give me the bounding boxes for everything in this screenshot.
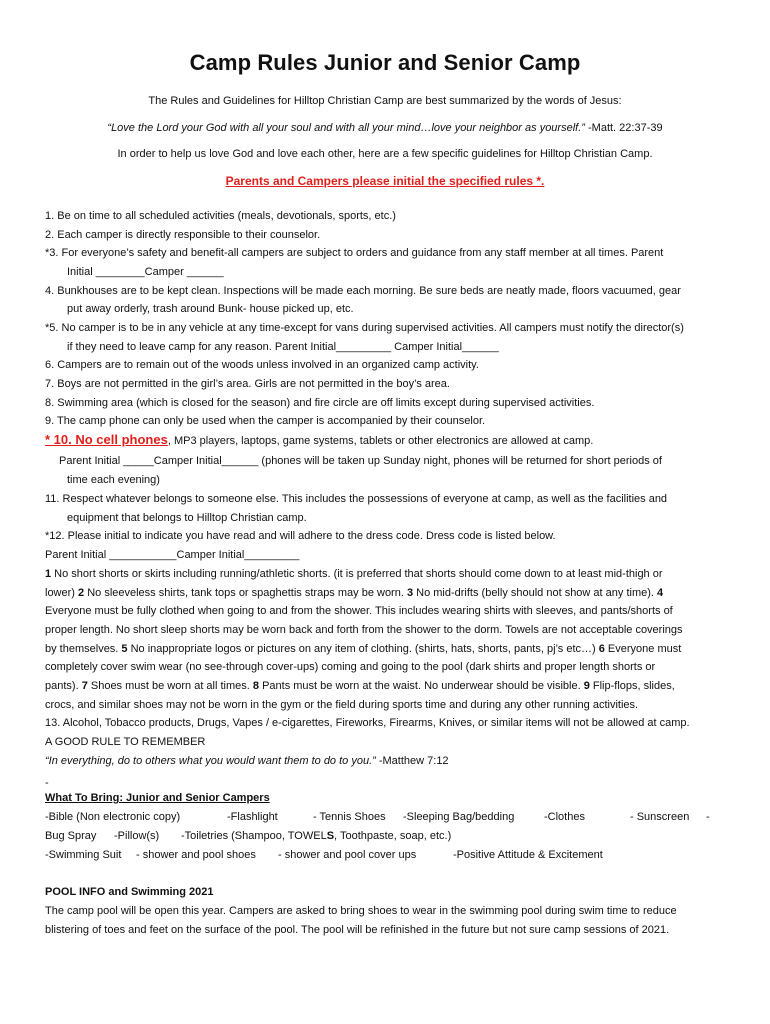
bring-item: - shower and pool shoes [136, 849, 256, 861]
rule-3-initials: Initial ________Camper ______ [67, 266, 224, 278]
pool-heading [45, 885, 214, 899]
dress-num: 3 [406, 587, 414, 599]
rule-2: 2. Each camper is directly responsible to their counselor. [45, 229, 321, 241]
rule-1: 1. Be on time to all scheduled activities (meals, devotionals, sports, etc.) [45, 210, 396, 222]
dress-text: lower) [45, 587, 79, 599]
initial-notice [0, 174, 770, 189]
no-cell-phones: * 10. No cell phones [45, 432, 168, 447]
rule-12-initials: Parent Initial ___________Camper Initial_________ [45, 549, 300, 561]
bring-item: -Positive Attitude & Excitement [453, 849, 603, 861]
dress-line [45, 679, 675, 693]
golden-rule-ref: -Matthew 7:12 [375, 755, 449, 767]
rule-8: 8. Swimming area (which is closed for the season) and fire circle are off limits except during supervised activities. [45, 397, 595, 409]
dress-text: Everyone must [604, 643, 682, 655]
rule-7: 7. Boys are not permitted in the girl’s area. Girls are not permitted in the boy’s area. [45, 378, 450, 390]
dress-num: 6 [598, 643, 605, 655]
dress-num: 7 [81, 680, 88, 692]
good-rule-heading: A GOOD RULE TO REMEMBER [45, 736, 206, 748]
bring-item: -Pillow(s) [114, 830, 160, 842]
towels-s: S [326, 830, 335, 842]
dress-text: by themselves. [45, 643, 122, 655]
rule-10-text: , MP3 players, laptops, game systems, tablets or other electronics are allowed at camp. [167, 435, 594, 447]
rule-9: 9. The camp phone can only be used when the camper is accompanied by their counselor. [45, 415, 486, 427]
rule-11-cont: equipment that belongs to Hilltop Christian camp. [67, 512, 307, 524]
golden-rule-text: “In everything, do to others what you would want them to do to you.” [45, 755, 376, 767]
rule-10-initials: Parent Initial _____Camper Initial______ (phones will be taken up Sunday night, phones will be returned for short periods of [59, 455, 662, 467]
rule-4-cont: put away orderly, trash around Bunk- house picked up, etc. [67, 303, 354, 315]
dress-num: 2 [78, 587, 85, 599]
rule-3: *3. For everyone’s safety and benefit-all campers are subject to orders and guidance from any staff member at all times. Parent [45, 247, 664, 259]
separator-dash: - [45, 777, 49, 789]
pool-text: The camp pool will be open this year. Campers are asked to bring shoes to wear in the swimming pool during swim time to reduce [45, 905, 677, 917]
dress-line [45, 642, 681, 656]
bring-heading-text: What To Bring: Junior and Senior Campers [45, 792, 270, 804]
dress-line [45, 567, 663, 581]
rule-10-cont: time each evening) [67, 474, 160, 486]
initial-notice-text: Parents and Campers please initial the specified rules *. [225, 174, 545, 188]
bring-heading [45, 791, 270, 805]
dress-num: 8 [252, 680, 260, 692]
intro-text: The Rules and Guidelines for Hilltop Christian Camp are best summarized by the words of Jesus: [148, 95, 622, 107]
rule-5: *5. No camper is to be in any vehicle at any time-except for vans during supervised activities. All campers must notify the director(s) [45, 322, 684, 334]
bring-item: -Swimming Suit [45, 849, 122, 861]
bring-item: - [706, 811, 710, 823]
toiletries-rest: , Toothpaste, soap, etc.) [334, 830, 452, 842]
rule-6: 6. Campers are to remain out of the woods unless involved in an organized camp activity. [45, 359, 479, 371]
dress-text: Shoes must be worn at all times. [87, 680, 253, 692]
dress-num: 4 [657, 587, 664, 599]
dress-line: Everyone must be fully clothed when going to and from the shower. This includes wearing shirts with sleeves, and pants/shorts of [45, 605, 673, 617]
bring-item: -Bible (Non electronic copy) [45, 811, 181, 823]
scripture-quote [0, 121, 770, 135]
dress-num: 5 [121, 643, 128, 655]
dress-num: 1 [45, 568, 52, 580]
bring-item: -Clothes [544, 811, 585, 823]
bring-item: -Flashlight [227, 811, 278, 823]
golden-rule-quote [45, 754, 449, 768]
dress-line [45, 586, 663, 600]
dress-text: No inappropriate logos or pictures on any item of clothing. (shirts, hats, shorts, pants, pj’s etc…) [127, 643, 599, 655]
rule-13: 13. Alcohol, Tobacco products, Drugs, Vapes / e-cigarettes, Fireworks, Firearms, Knives, or similar items will not be allowed at camp. [45, 717, 690, 729]
rule-5-initials: if they need to leave camp for any reason. Parent Initial_________ Camper Initial______ [67, 341, 499, 353]
dress-text: Flip-flops, slides, [589, 680, 675, 692]
dress-line: completely cover swim wear (no see-through cover-ups) coming and going to the pool (dark shirts and proper length shorts or [45, 661, 656, 673]
quote-text: “Love the Lord your God with all your soul and with all your mind…love your neighbor as yourself.” [107, 122, 585, 134]
toiletries-text: -Toiletries (Shampoo, TOWEL [181, 830, 327, 842]
page-title: Camp Rules Junior and Senior Camp [189, 50, 581, 75]
rule-4: 4. Bunkhouses are to be kept clean. Inspections will be made each morning. Be sure beds are neatly made, floors vacuumed, gear [45, 285, 681, 297]
bring-item: -Sleeping Bag/bedding [403, 811, 515, 823]
rule-11: 11. Respect whatever belongs to someone else. This includes the possessions of everyone at camp, as well as the facilities and [45, 493, 668, 505]
dress-text: Pants must be worn at the waist. No underwear should be visible. [259, 680, 584, 692]
quote-reference: -Matt. 22:37-39 [584, 122, 663, 134]
dress-text: pants). [45, 680, 82, 692]
pool-heading-text: POOL INFO and Swimming 2021 [45, 886, 214, 898]
dress-num: 9 [583, 680, 590, 692]
rule-10 [45, 433, 593, 448]
pool-text: blistering of toes and feet on the surface of the pool. The pool will be refinished in the future but not sure camp sessions of 2021. [45, 924, 670, 936]
rule-12: *12. Please initial to indicate you have read and will adhere to the dress code. Dress code is listed below. [45, 530, 556, 542]
bring-item: - Sunscreen [630, 811, 690, 823]
dress-text: No mid-drifts (belly should not show at any time). [413, 587, 658, 599]
dress-line: proper length. No short sleep shorts may be worn back and forth from the shower to the dorm. Towels are not acceptable coverings [45, 624, 683, 636]
dress-text: No short shorts or skirts including running/athletic shorts. (it is preferred that shorts should come down to at least mid-thigh or [51, 568, 663, 580]
guidelines-text: In order to help us love God and love each other, here are a few specific guidelines for Hilltop Christian Camp. [117, 148, 653, 160]
bring-item: - shower and pool cover ups [278, 849, 417, 861]
bring-item: Bug Spray [45, 830, 97, 842]
bring-item: - Tennis Shoes [313, 811, 386, 823]
dress-text: No sleeveless shirts, tank tops or spaghettis straps may be worn. [84, 587, 407, 599]
bring-item [181, 829, 451, 843]
dress-line: crocs, and similar shoes may not be worn in the gym or the field during sports time and during any other running activities. [45, 699, 639, 711]
